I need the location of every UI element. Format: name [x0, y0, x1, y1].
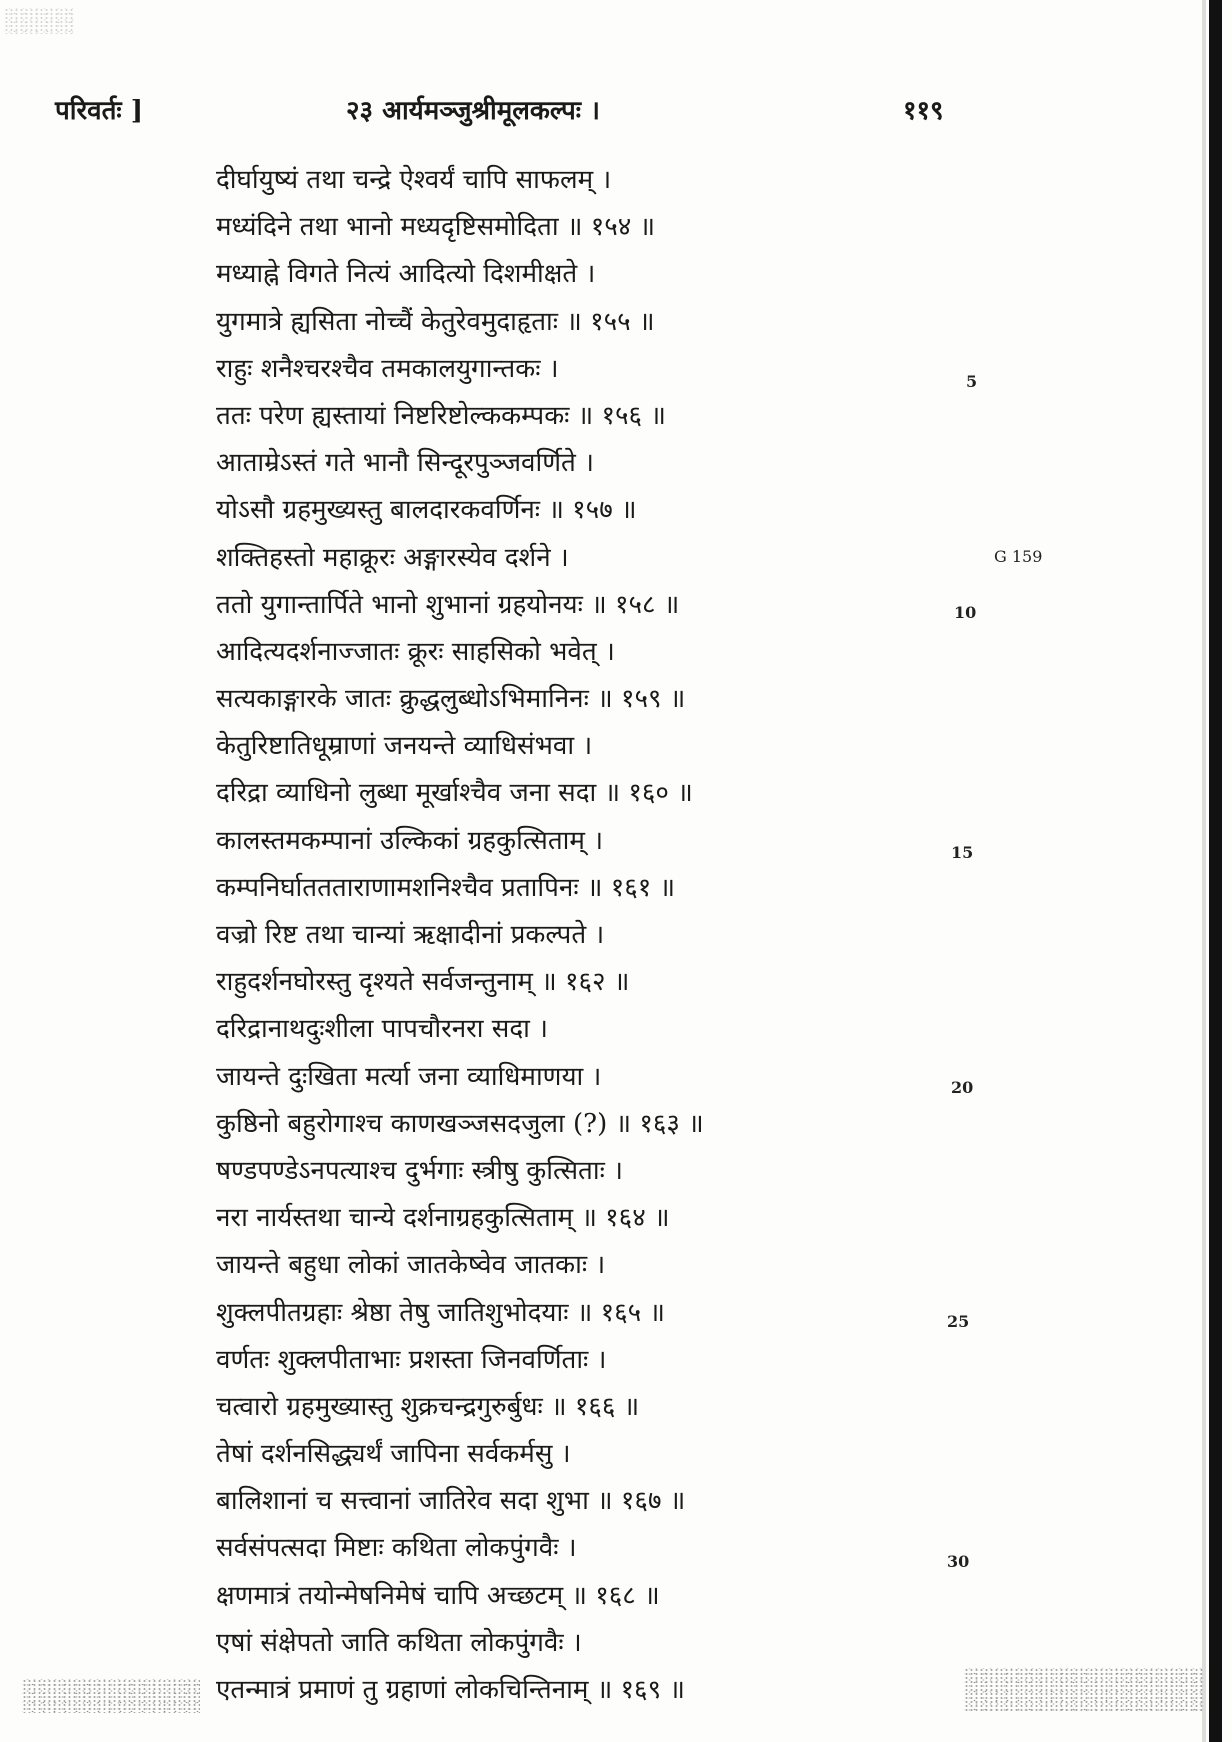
text-line: वर्णतः शुक्लपीताभाः प्रशस्ता जिनवर्णिताः ।	[216, 1344, 607, 1375]
margin-line-number: 20	[951, 1078, 974, 1097]
text-line: शुक्लपीतग्रहाः श्रेष्ठा तेषु जातिशुभोदयाः ॥ १६५ ॥	[216, 1297, 666, 1328]
running-head-title: २३ आर्यमञ्जुश्रीमूलकल्पः ।	[346, 96, 600, 126]
text-line: दरिद्रा व्याधिनो लुब्धा मूर्खाश्चैव जना सदा ॥ १६० ॥	[216, 778, 693, 809]
scan-noise	[4, 8, 74, 34]
text-line: आताम्रेऽस्तं गते भानौ सिन्दूरपुञ्जवर्णिते ।	[216, 448, 594, 479]
margin-line-number: 30	[947, 1552, 970, 1571]
text-line: ततो युगान्तार्पिते भानो शुभानां ग्रहयोनयः ॥ १५८ ॥	[216, 589, 680, 620]
binding-edge-bar	[1209, 0, 1222, 1742]
text-line: जायन्ते बहुधा लोकां जातकेष्वेव जातकाः ।	[216, 1250, 606, 1281]
text-line: जायन्ते दुःखिता मर्त्या जना व्याधिमाणया ।	[216, 1061, 602, 1092]
margin-line-number: 5	[966, 372, 978, 391]
text-line: केतुरिष्टातिधूम्राणां जनयन्ते व्याधिसंभवा ।	[216, 731, 593, 762]
text-line: कम्पनिर्घाततताराणामशनिश्चैव प्रतापिनः ॥ १६१ ॥	[216, 872, 676, 903]
text-line: राहुः शनैश्चरश्चैव तमकालयुगान्तकः ।	[216, 353, 559, 384]
text-line: युगमात्रे ह्यसिता नोच्चैं केतुरेवमुदाहृताः ॥ १५५ ॥	[216, 306, 655, 337]
text-line: एतन्मात्रं प्रमाणं तु ग्रहाणां लोकचिन्तिनाम् ॥ १६९ ॥	[216, 1675, 685, 1705]
text-line: एषां संक्षेपतो जाति कथिता लोकपुंगवैः ।	[216, 1627, 582, 1658]
binding-edge-shadow	[1202, 0, 1206, 1742]
text-line: वज्रो रिष्ट तथा चान्यां ऋक्षादीनां प्रकल्पते ।	[216, 920, 605, 950]
text-line: राहुदर्शनघोरस्तु दृश्यते सर्वजन्तुनाम् ॥ १६२ ॥	[216, 967, 630, 998]
text-line: आदित्यदर्शनाज्जातः क्रूरः साहसिको भवेत् ।	[216, 636, 615, 667]
margin-reference: G 159	[994, 547, 1043, 566]
text-line: ततः परेण ह्यस्तायां निष्टरिष्टोल्ककम्पकः ॥ १५६ ॥	[216, 400, 666, 431]
text-line: तेषां दर्शनसिद्ध्यर्थं जापिना सर्वकर्मसु ।	[216, 1439, 571, 1470]
text-line: क्षणमात्रं तयोन्मेषनिमेषं चापि अच्छटम् ॥ १६८ ॥	[216, 1580, 660, 1611]
text-line: बालिशानां च सत्त्वानां जातिरेव सदा शुभा ॥ १६७ ॥	[216, 1486, 686, 1517]
margin-line-number: 15	[951, 843, 974, 862]
text-line: मध्यंदिने तथा भानो मध्यदृष्टिसमोदिता ॥ १५४ ॥	[216, 212, 656, 243]
text-line: दरिद्रानाथदुःशीला पापचौरनरा सदा ।	[216, 1014, 549, 1045]
scan-noise	[964, 1668, 1204, 1712]
scan-noise	[22, 1679, 200, 1713]
text-line: चत्वारो ग्रहमुख्यास्तु शुक्रचन्द्रगुरुर्बुधः ॥ १६६ ॥	[216, 1391, 640, 1422]
text-line: कुष्ठिनो बहुरोगाश्च काणखञ्जसदजुला (?) ॥ १६३ ॥	[216, 1108, 704, 1139]
text-line: कालस्तमकम्पानां उल्किकां ग्रहकुत्सिताम् ।	[216, 825, 604, 856]
margin-line-number: 10	[954, 603, 977, 622]
text-line: मध्याह्ने विगते नित्यं आदित्यो दिशमीक्षते ।	[216, 259, 596, 290]
text-line: सत्यकाङ्गारके जातः क्रुद्धलुब्धोऽभिमानिनः ॥ १५९ ॥	[216, 684, 686, 715]
text-line: दीर्घायुष्यं तथा चन्द्रे ऐश्वर्यं चापि साफलम् ।	[216, 165, 612, 195]
running-head-section: परिवर्तः ]	[55, 96, 144, 126]
verse-text-block	[216, 157, 976, 1714]
text-line: सर्वसंपत्सदा मिष्टाः कथिता लोकपुंगवैः ।	[216, 1533, 577, 1564]
text-line: शक्तिहस्तो महाक्रूरः अङ्गारस्येव दर्शने ।	[216, 542, 569, 573]
text-line: षण्डपण्डेऽनपत्याश्च दुर्भगाः स्त्रीषु कुत्सिताः ।	[216, 1155, 623, 1186]
text-line: योऽसौ ग्रहमुख्यस्तु बालदारकवर्णिनः ॥ १५७ ॥	[216, 495, 637, 526]
page-number: ११९	[903, 96, 944, 126]
text-line: नरा नार्यस्तथा चान्ये दर्शनाग्रहकुत्सिताम् ॥ १६४ ॥	[216, 1203, 670, 1234]
margin-line-number: 25	[947, 1312, 970, 1331]
